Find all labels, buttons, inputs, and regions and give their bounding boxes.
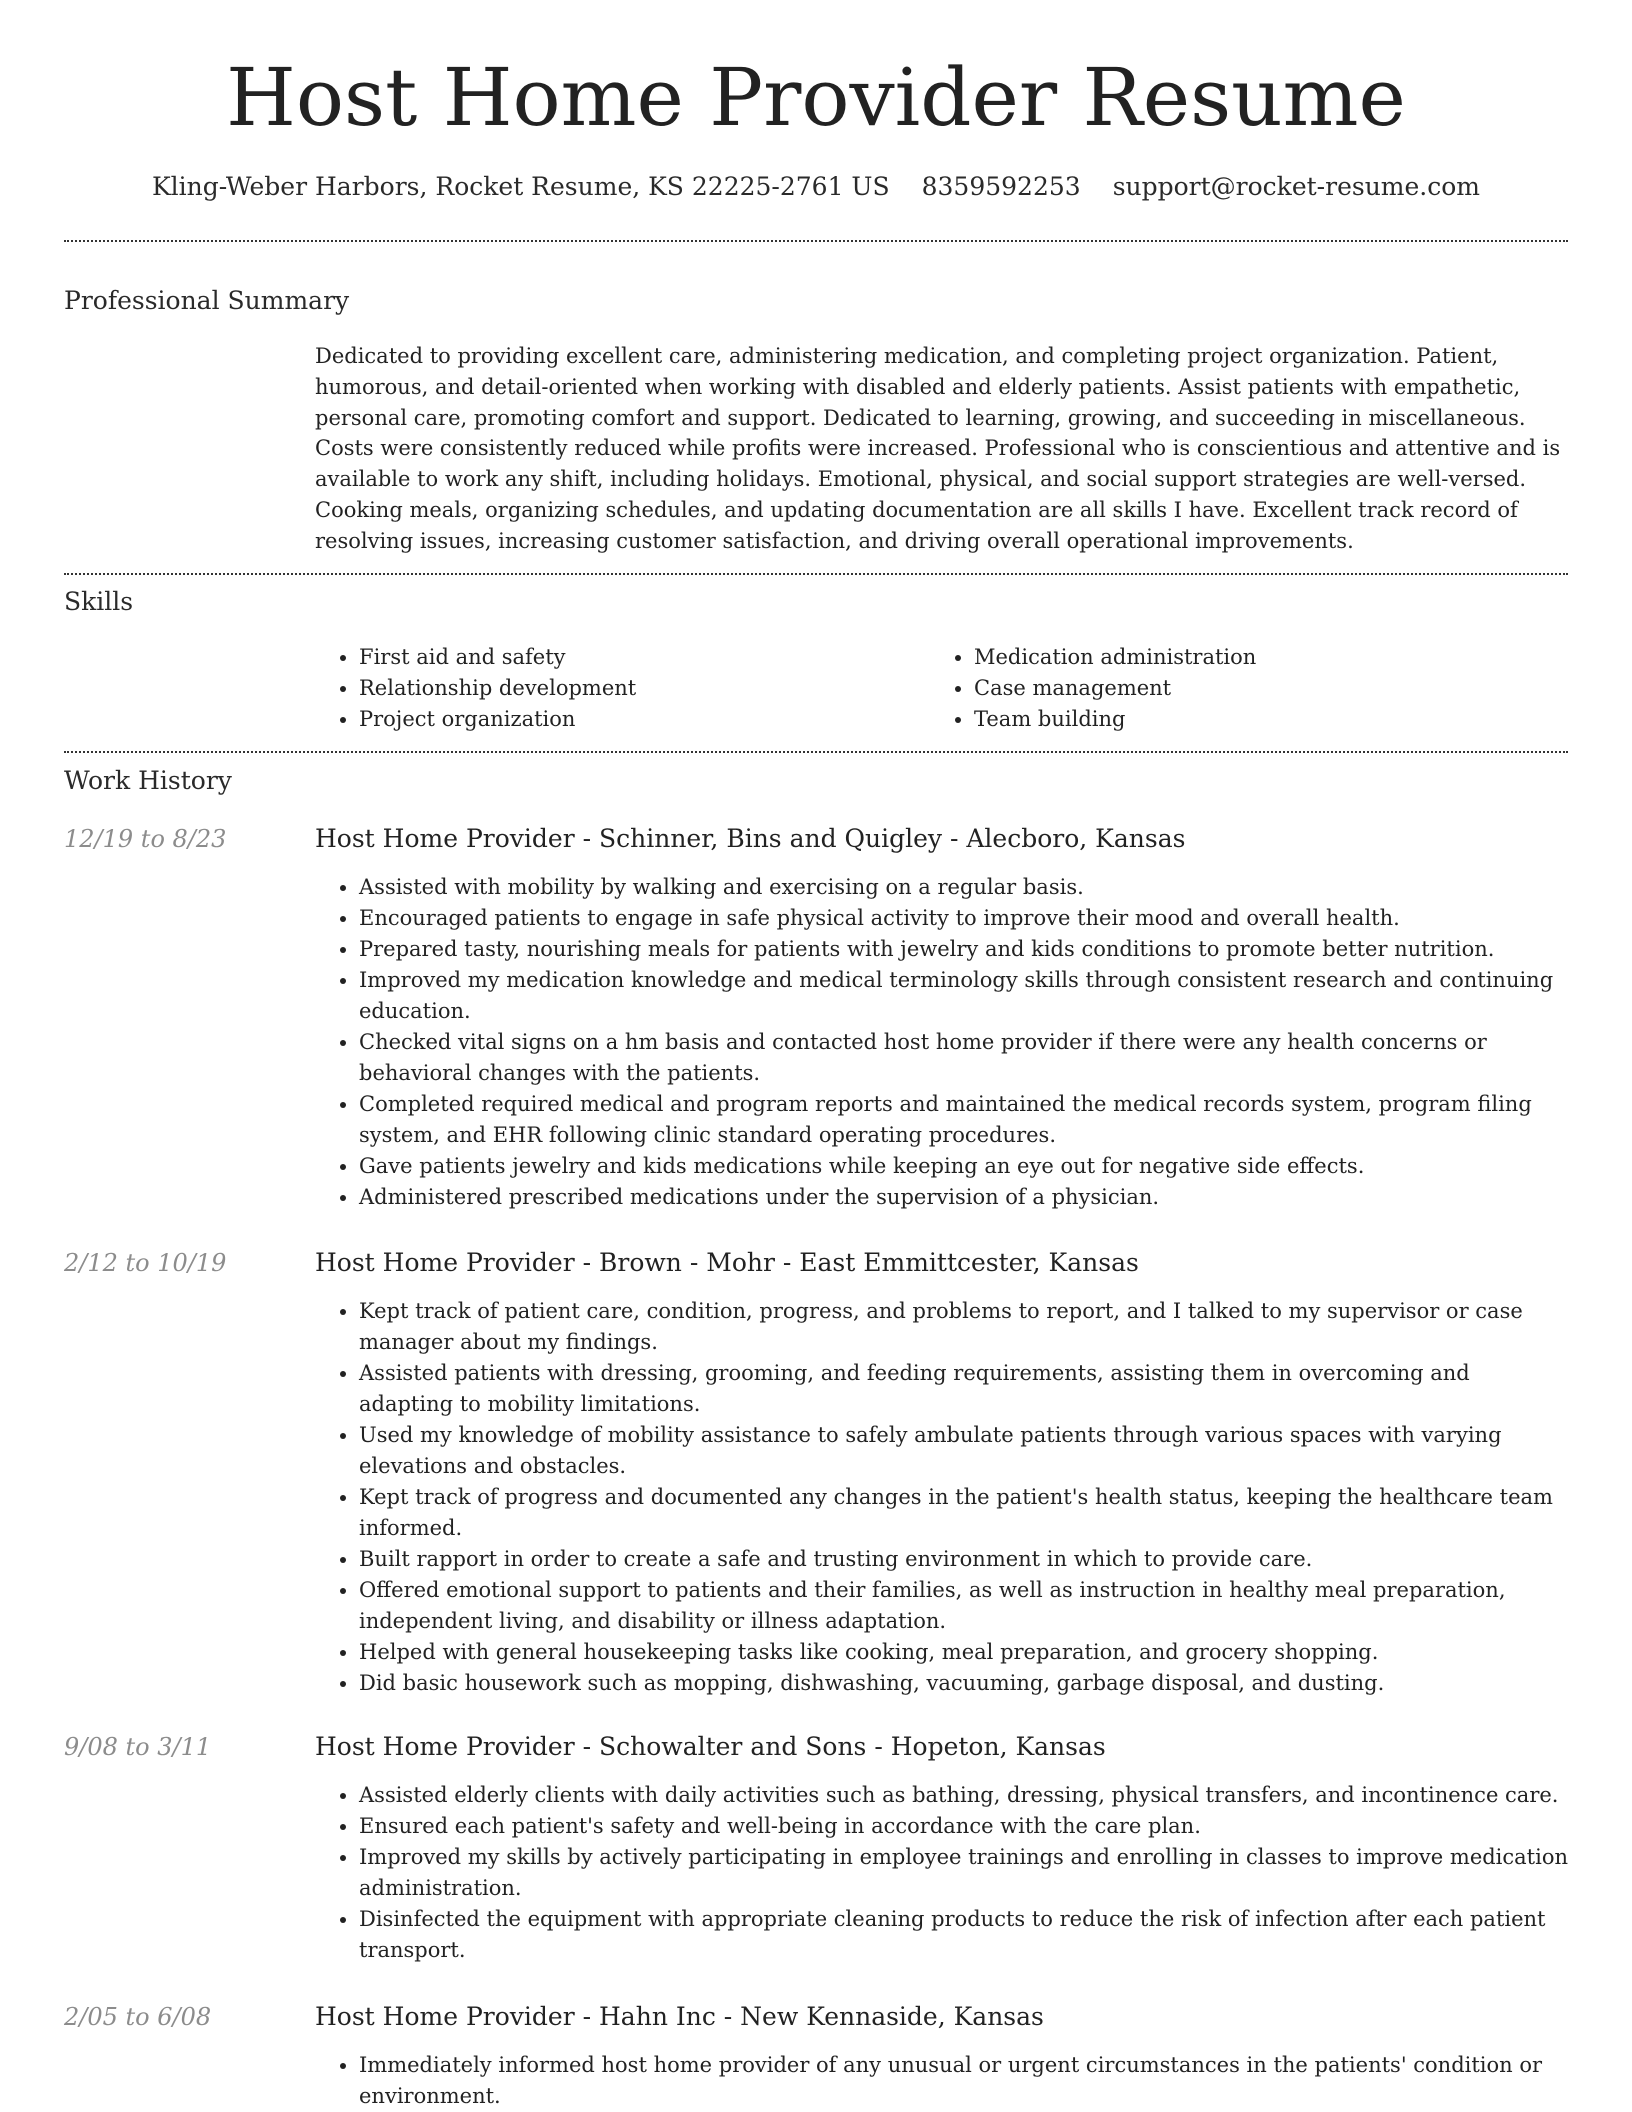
contact-line (64, 170, 1568, 204)
job-title: Host Home Provider - Brown - Mohr - East Emmittcester, Kansas (315, 1248, 1139, 1277)
list-item: • Disinfected the equipment with appropriate cleaning products to reduce the risk of infection after each patient transport. (359, 1904, 1568, 1966)
list-item: • Encouraged patients to engage in safe physical activity to improve their mood and overall health. (359, 903, 1568, 934)
list-item: • Assisted elderly clients with daily activities such as bathing, dressing, physical transfers, and incontinence care. (359, 1780, 1568, 1811)
job-dates: 12/19 to 8/23 (64, 825, 227, 853)
list-item: • Assisted patients with dressing, grooming, and feeding requirements, assisting them in overcoming and adapting to mobility limitations. (359, 1358, 1568, 1420)
list-item: • Improved my medication knowledge and medical terminology skills through consistent research and continuing education. (359, 965, 1568, 1027)
list-item: • Did basic housework such as mopping, dishwashing, vacuuming, garbage disposal, and dusting. (359, 1668, 1568, 1699)
divider (64, 573, 1568, 575)
list-item: • Gave patients jewelry and kids medications while keeping an eye out for negative side effects. (359, 1151, 1568, 1182)
section-heading-work-history: Work History (64, 766, 232, 795)
contact-email: support@rocket-resume.com (1112, 172, 1480, 201)
list-item: • Helped with general housekeeping tasks like cooking, meal preparation, and grocery shopping. (359, 1637, 1568, 1668)
job-bullets (315, 1780, 1568, 1966)
job-dates: 2/12 to 10/19 (64, 1249, 227, 1277)
job-bullets (315, 1296, 1568, 1699)
skill-item: • Medication administration (974, 642, 1568, 673)
job-bullets (315, 2050, 1568, 2112)
section-heading-skills: Skills (64, 587, 134, 616)
summary-text: Dedicated to providing excellent care, administering medication, and completing project organization. Patient, humorous, and detail-oriented when working with disabled and elderly patients. Assist patients with empathetic, personal care, promoting comfort and support. Dedicated to learning, growing, and succeeding in miscellaneous. Costs were consistently reduced while profits were increased. Professional who is conscientious and attentive and is available to work any shift, including holidays. Emotional, physical, and social support strategies are well-versed. Cooking meals, organizing schedules, and updating documentation are all skills I have. Excellent track record of resolving issues, increasing customer satisfaction, and driving overall operational improvements. (315, 344, 1561, 553)
skill-item: • Project organization (359, 704, 929, 735)
job-bullets (315, 872, 1568, 1213)
divider (64, 751, 1568, 753)
list-item: • Completed required medical and program reports and maintained the medical records system, program filing system, and EHR following clinic standard operating procedures. (359, 1089, 1568, 1151)
list-item: • Built rapport in order to create a safe and trusting environment in which to provide care. (359, 1544, 1568, 1575)
list-item: • Administered prescribed medications under the supervision of a physician. (359, 1182, 1568, 1213)
list-item: • Prepared tasty, nourishing meals for patients with jewelry and kids conditions to promote better nutrition. (359, 934, 1568, 965)
job-dates: 9/08 to 3/11 (64, 1733, 212, 1761)
contact-address: Kling-Weber Harbors, Rocket Resume, KS 22225-2761 US (151, 172, 890, 201)
job-dates: 2/05 to 6/08 (64, 2003, 212, 2031)
skill-item: • Relationship development (359, 673, 929, 704)
list-item: • Ensured each patient's safety and well-being in accordance with the care plan. (359, 1811, 1568, 1842)
skill-item: • Case management (974, 673, 1568, 704)
resume-title: Host Home Provider Resume (226, 51, 1406, 144)
job-title: Host Home Provider - Hahn Inc - New Kennaside, Kansas (315, 2002, 1044, 2031)
list-item: • Offered emotional support to patients and their families, as well as instruction in healthy meal preparation, independent living, and disability or illness adaptation. (359, 1575, 1568, 1637)
contact-phone: 8359592253 (921, 172, 1081, 201)
skill-item: • Team building (974, 704, 1568, 735)
job-title: Host Home Provider - Schinner, Bins and Quigley - Alecboro, Kansas (315, 824, 1186, 853)
list-item: • Kept track of patient care, condition, progress, and problems to report, and I talked to my supervisor or case manager about my findings. (359, 1296, 1568, 1358)
skills-list-right (930, 642, 1568, 735)
skill-item: • First aid and safety (359, 642, 929, 673)
list-item: • Used my knowledge of mobility assistance to safely ambulate patients through various spaces with varying elevations and obstacles. (359, 1420, 1568, 1482)
skills-list-left (315, 642, 929, 735)
list-item: • Kept track of progress and documented any changes in the patient's health status, keeping the healthcare team informed. (359, 1482, 1568, 1544)
list-item: • Immediately informed host home provider of any unusual or urgent circumstances in the patients' condition or environment. (359, 2050, 1568, 2112)
job-title: Host Home Provider - Schowalter and Sons - Hopeton, Kansas (315, 1732, 1106, 1761)
divider (64, 240, 1568, 242)
list-item: • Assisted with mobility by walking and exercising on a regular basis. (359, 872, 1568, 903)
list-item: • Improved my skills by actively participating in employee trainings and enrolling in classes to improve medication administration. (359, 1842, 1568, 1904)
section-heading-summary: Professional Summary (64, 286, 350, 315)
list-item: • Checked vital signs on a hm basis and contacted host home provider if there were any health concerns or behavioral changes with the patients. (359, 1027, 1568, 1089)
